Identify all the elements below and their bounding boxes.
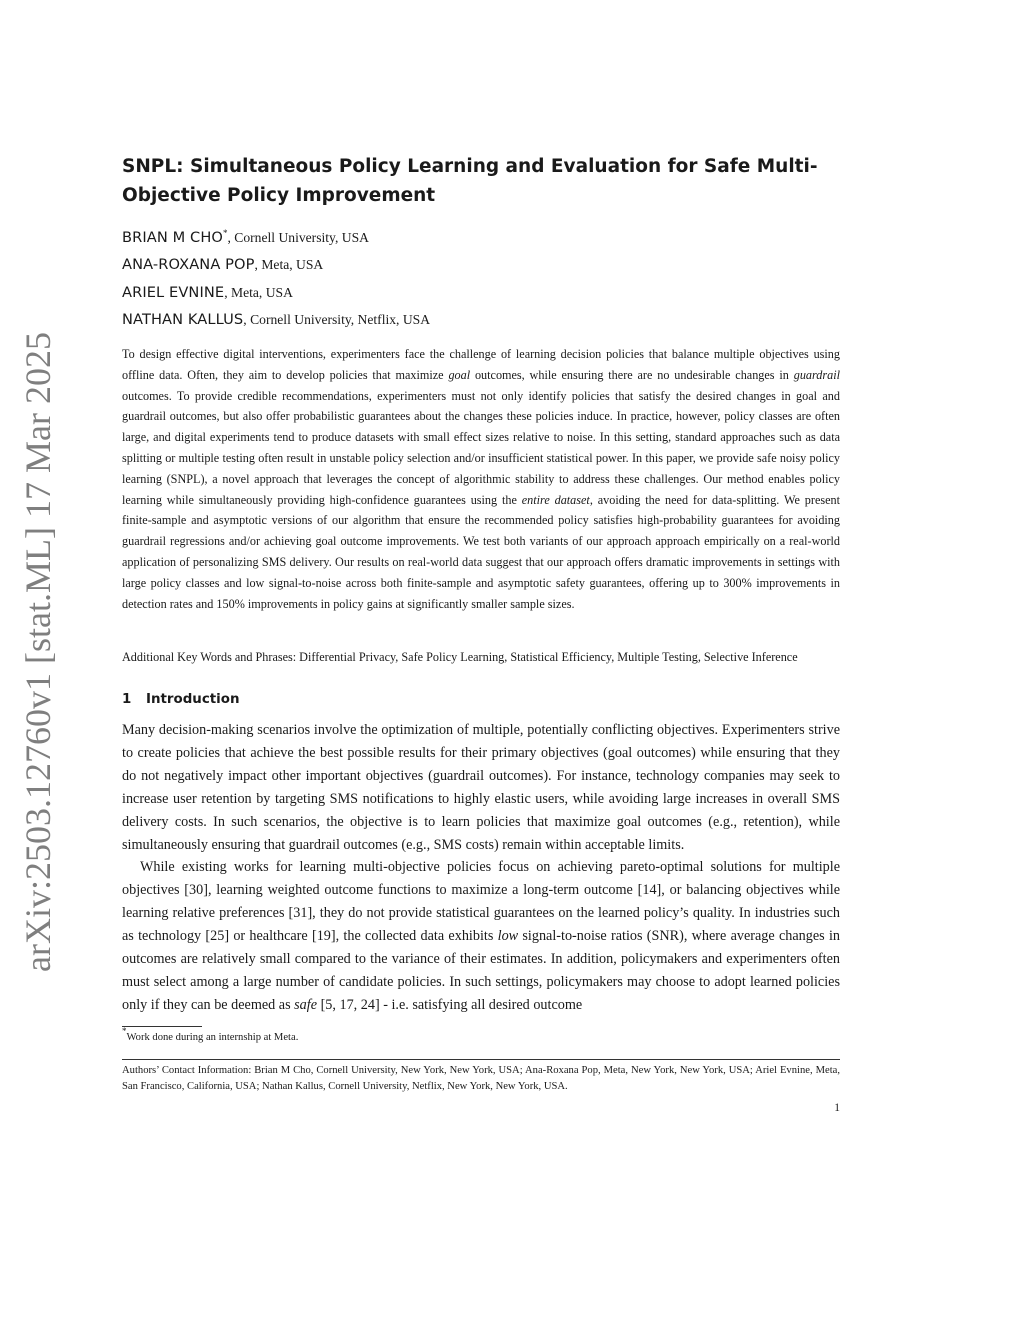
author-list [122,226,840,335]
author-affiliation: , Cornell University, USA [227,230,369,245]
footnote-divider [122,1026,202,1027]
footnote-mark: * [122,1026,127,1036]
body-paragraph [122,856,840,1017]
abstract-text: outcomes, while ensuring there are no undesirable changes in [470,367,794,382]
paragraph-emphasis: safe [294,997,318,1013]
author-name: NATHAN KALLUS [122,310,244,328]
paragraph-text: [5, 17, 24] - i.e. satisfying all desired outcome [317,997,583,1013]
author-line [122,253,840,280]
author-line [122,226,840,253]
author-affiliation: , Cornell University, Netflix, USA [243,311,431,327]
abstract-emphasis: goal [448,367,471,382]
page-number: 1 [834,1102,840,1114]
footnote-text: Work done during an internship at Meta. [126,1032,299,1043]
author-line [122,281,840,308]
footnote [122,1026,840,1046]
abstract-text: To design effective digital interventions, experimenters face the challenge of learning decision policies that balance multiple objectives using offline data. Often, they aim to develop policies that maximize [122,347,840,382]
abstract-text: outcomes. To provide credible recommendations, experimenters must not only identify policies that satisfy the desired changes in goal and guardrail outcomes, but also offer probabilistic guarantees about the changes these policies induce. In practice, however, policy classes are often large, and digital experiments tend to produce datasets with small effect sizes relative to noise. In this setting, standard approaches such as data splitting or multiple testing often result in unstable policy selection and/or insufficient statistical power. In this paper, we provide safe noisy policy learning (SNPL), a novel approach that leverages the concept of algorithmic stability to address these challenges. Our method enables policy learning while simultaneously providing high-confidence guarantees using the [122,388,840,507]
contact-divider [122,1059,840,1060]
arxiv-identifier-watermark: arXiv:2503.12760v1 [stat.ML] 17 Mar 2025 [18,332,58,972]
author-affiliation: , Meta, USA [224,284,293,300]
author-line [122,308,840,335]
abstract-emphasis: guardrail [793,367,840,382]
author-name: ANA-ROXANA POP [122,256,255,274]
paragraph-emphasis: low [497,928,519,944]
abstract-text: , avoiding the need for data-splitting. We present finite-sample and asymptotic versions of our algorithm that ensure the recommended policy satisfies high-probability guarantees for avoiding guardrail regressions and/or achieving goal outcome improvements. We test both variants of our approach approach empirically on a real-world application of personalizing SMS delivery. Our results on real-world data suggest that our approach offers dramatic improvements in settings with large policy classes and low signal-to-noise across both finite-sample and asymptotic safety guarantees, offering up to 300% improvements in detection rates and 150% improvements in policy gains at significantly smaller sample sizes. [122,492,840,611]
abstract-emphasis: entire dataset [521,492,590,507]
footnote-mark: * [222,228,228,238]
abstract [122,344,840,614]
paragraph-text: While existing works for learning multi-objective policies focus on achieving pareto-optimal solutions for multiple objectives [30], learning weighted outcome functions to maximize a long-term outcome [14], or balancing objectives while learning relative preferences [31], they do not provide statistical guarantees on the learned policy’s quality. In industries such as technology [25] or healthcare [19], the collected data exhibits [122,859,840,944]
keywords: Additional Key Words and Phrases: Differential Privacy, Safe Policy Learning, Statistical Efficiency, Multiple Testing, Selective Inference [122,650,798,664]
author-name: BRIAN M CHO [122,229,223,246]
author-affiliation: , Meta, USA [254,257,324,273]
author-contact-information: Authors’ Contact Information: Brian M Cho, Cornell University, New York, New York, USA; Ana-Roxana Pop, Meta, New York, New York, USA; Ariel Evnine, Meta, San Francisco, California, USA; Nathan Kallus, Cornell University, Netflix, New York, New York, USA. [122,1065,840,1092]
section-number: 1 [122,692,132,707]
author-name: ARIEL EVNINE [122,283,225,301]
paragraph-text: signal-to-noise ratios (SNR), where average changes in outcomes are relatively small compared to the variance of their estimates. In addition, policymakers and experimenters often must select among a large number of candidate policies. In such settings, policymakers may choose to adopt learned policies only if they can be deemed as [122,928,840,1013]
section-title: Introduction [146,692,240,707]
body-paragraph: Many decision-making scenarios involve the optimization of multiple, potentially conflicting objectives. Experimenters strive to create policies that achieve the best possible results for their primary objectives (goal outcomes) while ensuring that they do not negatively impact other important objectives (guardrail outcomes). For instance, technology companies may seek to increase user retention by targeting SMS notifications to highly elastic users, while avoiding large increases in overall SMS delivery costs. In such scenarios, the objective is to learn policies that maximize goal outcomes (e.g., retention), while simultaneously ensuring that guardrail outcomes (e.g., SMS costs) remain within acceptable limits. [122,722,840,853]
paper-title: SNPL: Simultaneous Policy Learning and Evaluation for Safe Multi-Objective Policy Improvement [122,156,818,206]
section-heading [122,690,840,710]
